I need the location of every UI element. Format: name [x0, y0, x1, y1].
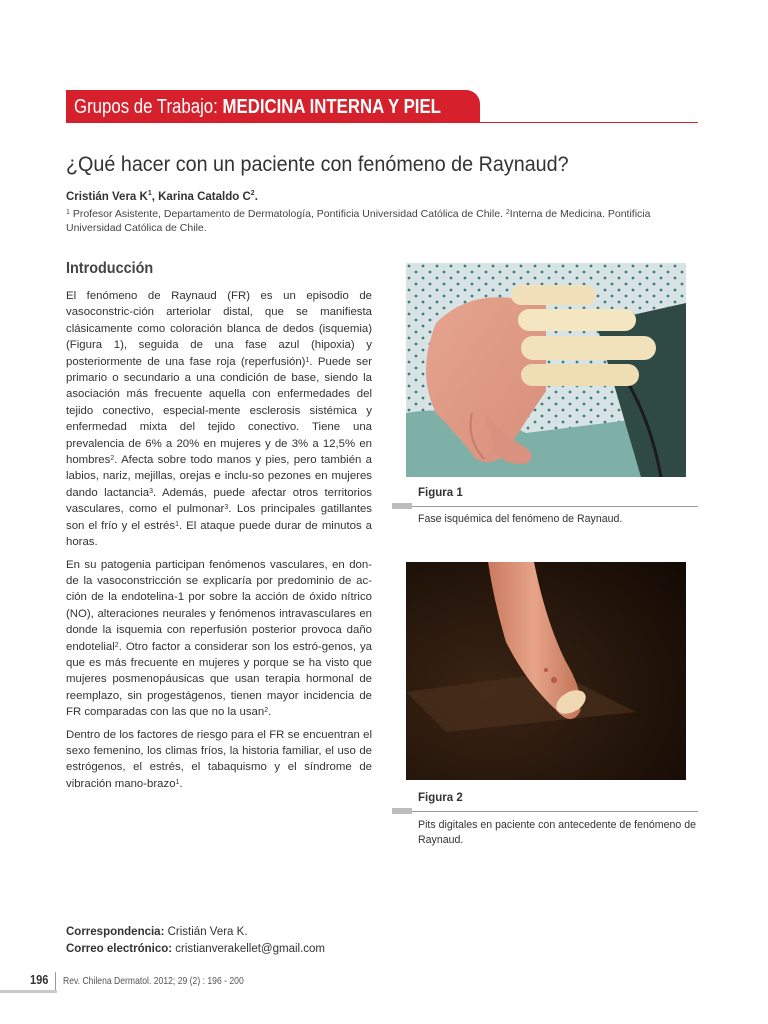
- figure-1-rule: [412, 506, 698, 507]
- affiliation-text: Profesor Asistente, Departamento de Dermatología, Pontificia Universidad Católica de Chile.: [69, 208, 506, 220]
- affiliation-superscript: 2: [505, 209, 510, 216]
- citation-superscript: 2: [110, 455, 115, 463]
- page-number: 196: [30, 972, 49, 987]
- paragraph-text: .: [179, 777, 183, 790]
- email-label: Correo electrónico:: [66, 943, 173, 955]
- banner-rule: [66, 122, 698, 123]
- article-title: ¿Qué hacer con un paciente con fenómeno de Raynaud?: [66, 153, 569, 176]
- affiliation-superscript: 1: [66, 209, 70, 216]
- email-address: cristianverakellet@gmail.com: [172, 943, 325, 955]
- citation-superscript: 1: [305, 356, 310, 364]
- affiliation-text: Interna de Medicina. Pontificia Universidad Católica de Chile.: [66, 208, 651, 234]
- section-topic: MEDICINA INTERNA Y PIEL: [222, 96, 441, 118]
- body-paragraph: [66, 557, 372, 721]
- figure-2-caption: Pits digitales en paciente con antecedente de fenómeno de Raynaud.: [418, 819, 696, 846]
- correspondence-line: [66, 924, 325, 941]
- author-end: .: [254, 191, 258, 203]
- section-banner-text: [74, 94, 441, 120]
- author-superscript: 1: [147, 190, 152, 197]
- correspondence-label: Correspondencia:: [66, 926, 165, 938]
- citation-superscript: 1: [175, 778, 180, 786]
- footer-bar: [0, 990, 57, 993]
- citation-superscript: 2: [264, 707, 269, 715]
- citation-superscript: 3: [224, 504, 229, 512]
- author-name: Cristián Vera K: [66, 191, 148, 203]
- paragraph-text: . Afecta sobre todo manos y pies, pero también a labios, nariz, mejillas, orejas e inclu-so pezones en mujeres dando lactancia: [66, 454, 372, 499]
- figure-1-rule-marker: [392, 503, 412, 509]
- figure-2-photo: [406, 562, 686, 780]
- paragraph-text: . Puede ser primario o secundario a una condición de base, siendo la asociación más frecuente aquella con enfermedades del tejido conectivo, especial-mente esclerosis sistémica y enfermedad mixta del tejido conectivo. Tiene una prevalencia de 6% a 20% en mujeres y de 3% a 12,5% en hombres: [66, 355, 372, 467]
- paragraph-text: En su patogenia participan fenómenos vasculares, en don-de la vasoconstricción se explicaría por predominio de ac-ción de la endotelina-1 por sobre la acción de óxido nítrico (NO), alteraciones neurales y fenómenos intravasculares en donde la isquemia con reperfusión posterior provoca daño endotelial: [66, 558, 372, 653]
- author-line: [66, 191, 706, 203]
- section-heading: Introducción: [66, 260, 154, 277]
- body-column: [66, 288, 372, 798]
- author-superscript: 2: [250, 190, 255, 197]
- paragraph-text: .: [268, 706, 272, 719]
- citation-superscript: 2: [114, 641, 119, 649]
- author-separator: ,: [151, 191, 159, 203]
- paragraph-text: El fenómeno de Raynaud (FR) es un episodio de vasoconstric-ción arteriolar distal, que se manifiesta clásicamente como coloración blanca de dedos (isquemia) (Figura 1), seguida de una fase azul (hipoxia) y posteriormente de una fase roja (reperfusión): [66, 290, 372, 368]
- figure-2-label: Figura 2: [418, 792, 463, 804]
- correspondence-block: [66, 924, 325, 958]
- paragraph-text: . El ataque puede durar de minutos a horas.: [66, 519, 372, 549]
- email-line: [66, 941, 325, 958]
- figure-2-rule-marker: [392, 808, 412, 814]
- paragraph-text: Dentro de los factores de riesgo para el FR se encuentran el sexo femenino, los climas fríos, la historia familiar, el uso de estrógenos, el estrés, el tabaquismo y el síndrome de vibración mano-brazo: [66, 728, 372, 790]
- figure-1-caption: Fase isquémica del fenómeno de Raynaud.: [418, 513, 623, 525]
- correspondence-name: Cristián Vera K.: [164, 926, 248, 938]
- paragraph-text: . Además, puede afectar otros territorios vasculares, como el pulmonar: [66, 486, 372, 516]
- figure-1-photo: [406, 263, 686, 477]
- body-paragraph: [66, 727, 372, 793]
- citation-superscript: 3: [149, 487, 153, 495]
- figure-2-rule: [412, 811, 698, 812]
- paragraph-text: . Otro factor a considerar son los estró-genos, ya que es más frecuente en mujeres y porque se ha visto que mujeres posmenopáusicas que usan terapia hormonal de reemplazo, sin progestágenos, tienen mayor incidencia de FR comparadas con las que no la usan: [66, 640, 372, 719]
- affiliations: [66, 207, 686, 235]
- journal-citation: Rev. Chilena Dermatol. 2012; 29 (2) : 196 - 200: [63, 975, 244, 987]
- section-prefix: Grupos de Trabajo:: [74, 96, 223, 118]
- body-paragraph: [66, 288, 372, 551]
- footer-separator: [55, 972, 56, 990]
- hand-ischemia-illustration: [406, 263, 686, 477]
- citation-superscript: 1: [175, 520, 179, 528]
- paragraph-text: . Los principales gatillantes son el frío y el estrés: [66, 503, 373, 532]
- figure-1-label: Figura 1: [418, 487, 463, 499]
- finger-pits-illustration: [406, 562, 686, 780]
- author-name: Karina Cataldo C: [158, 191, 251, 203]
